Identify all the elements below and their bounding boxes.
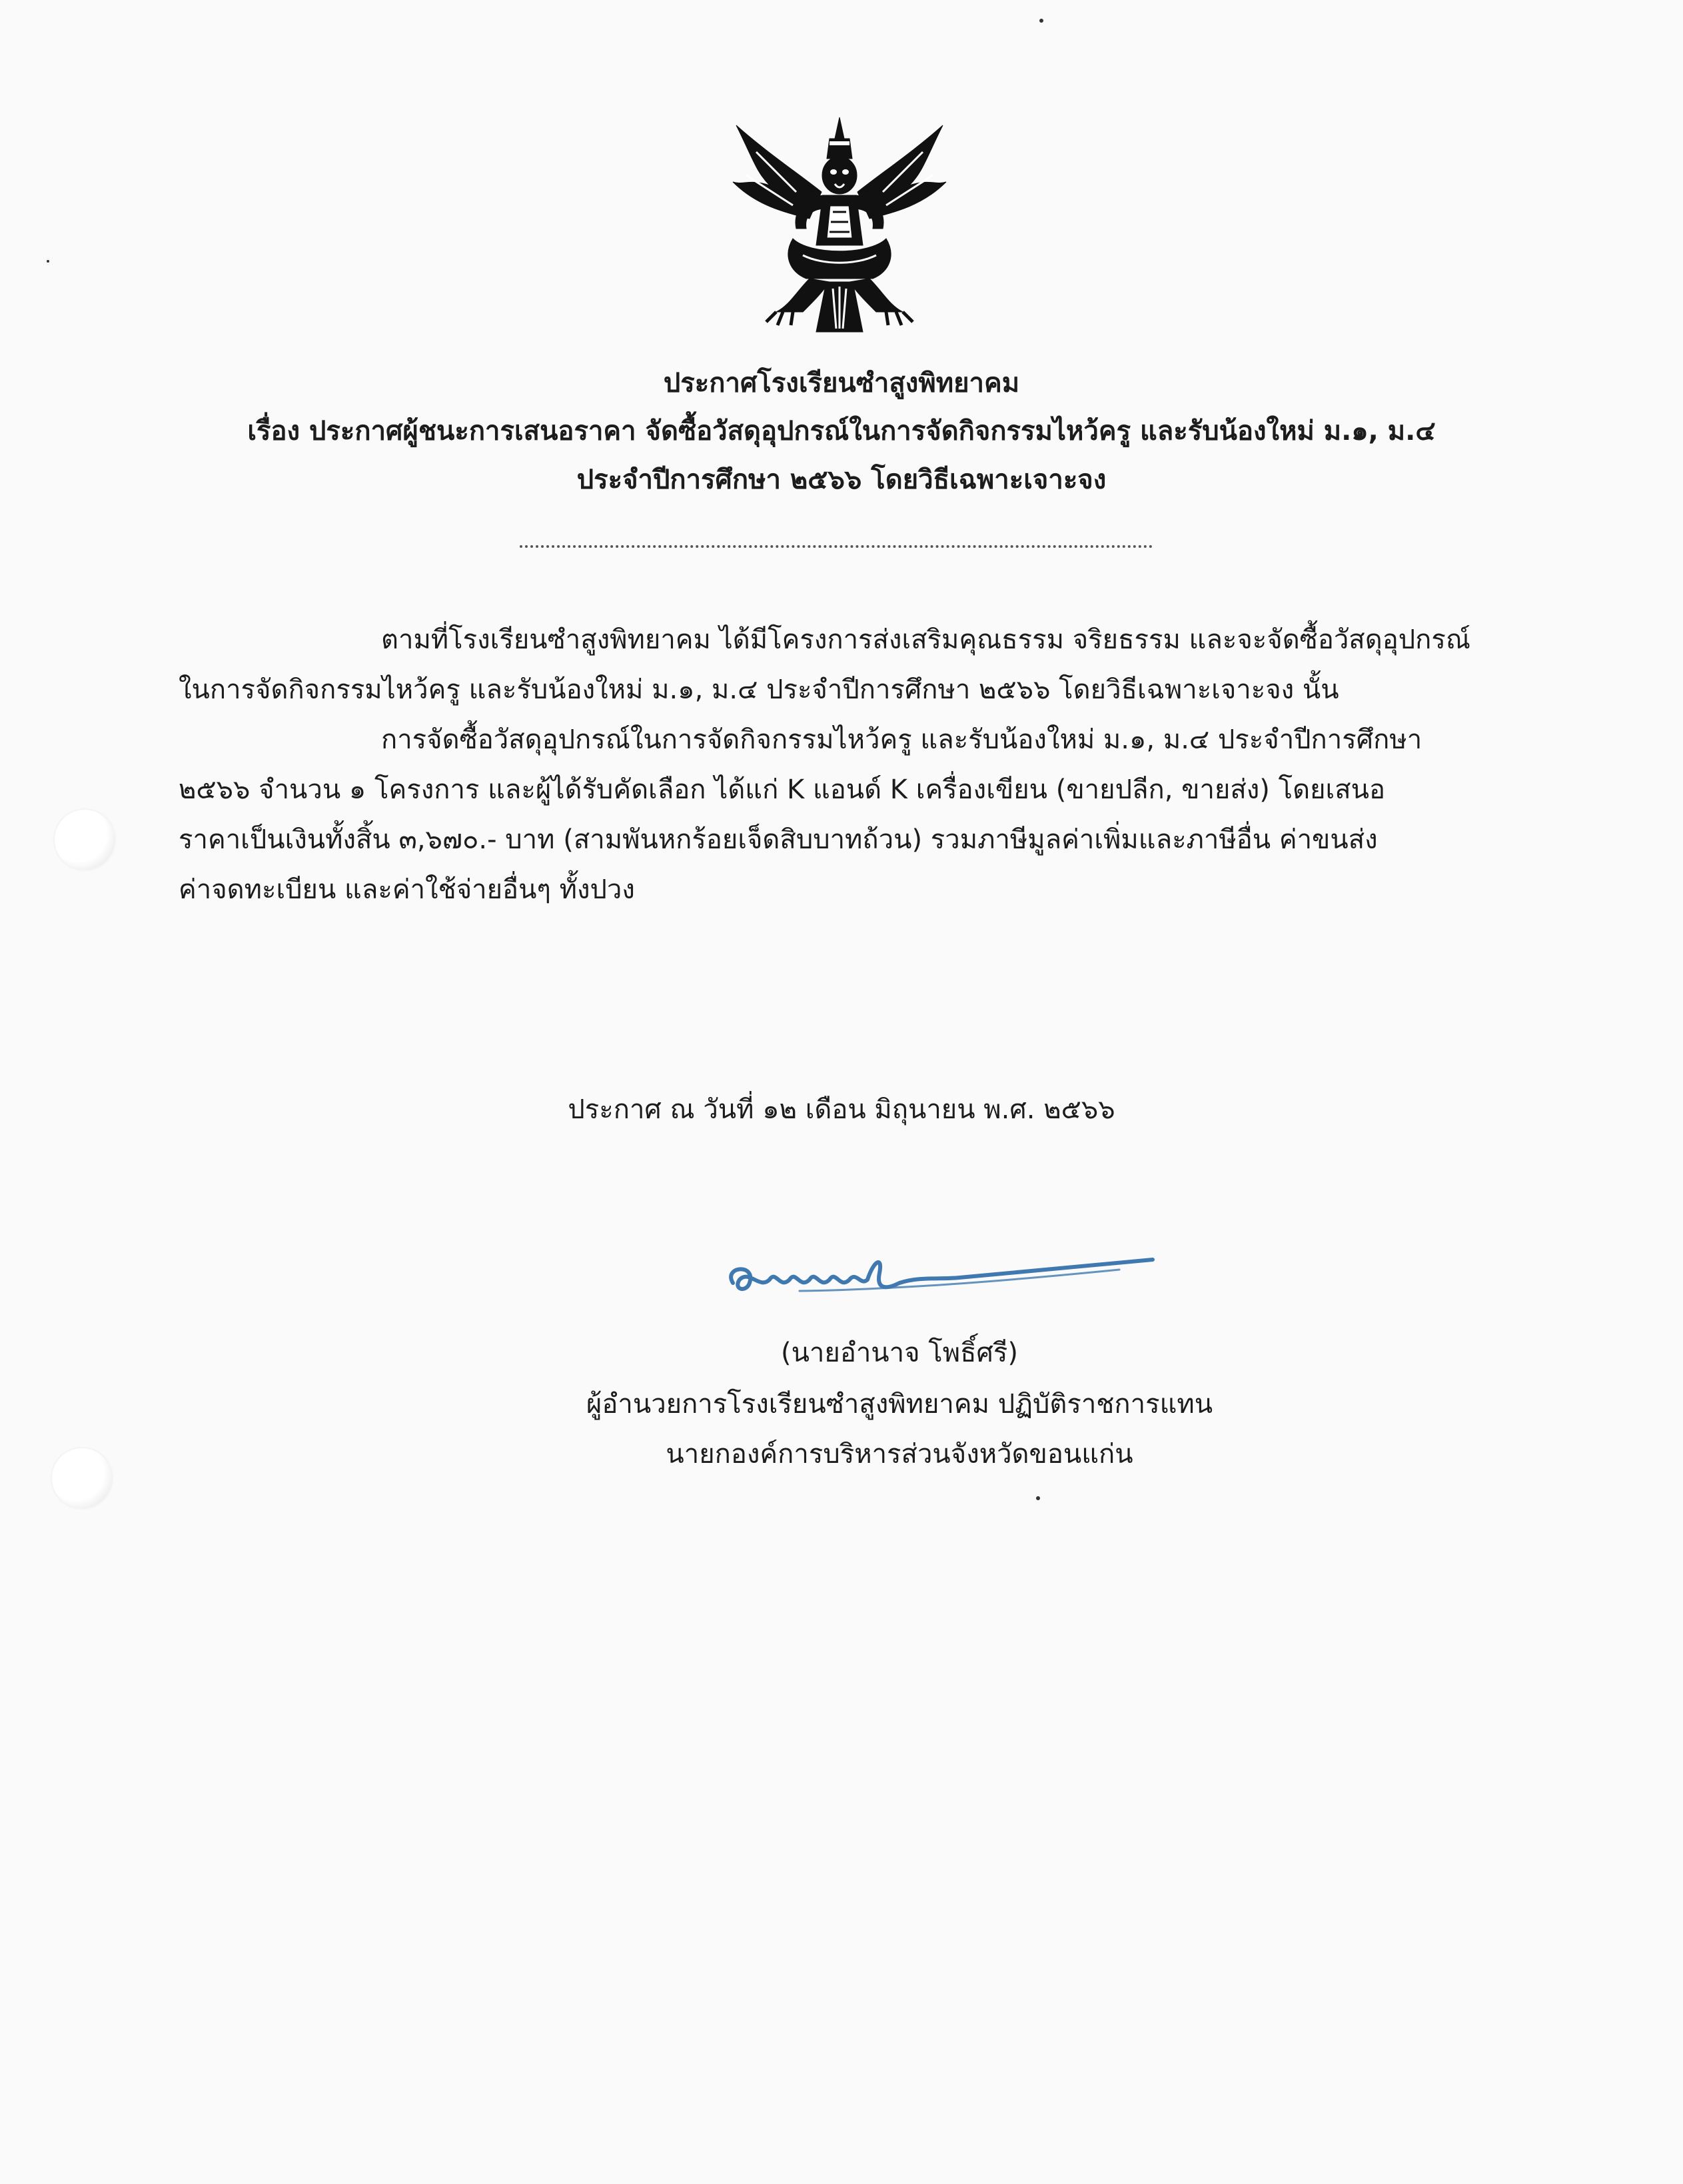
punch-hole: [52, 1448, 112, 1508]
body-paragraph-1-line-2: ในการจัดกิจกรรมไหว้ครู และรับน้องใหม่ ม.๑, ม.๔ ประจำปีการศึกษา ๒๕๖๖ โดยวิธีเฉพาะเจาะจง นั้น: [179, 674, 1339, 705]
garuda-emblem-icon: [730, 112, 949, 335]
body-paragraph-2-line-3: ราคาเป็นเงินทั้งสิ้น ๓,๖๗๐.- บาท (สามพันหกร้อยเจ็ดสิบบาทถ้วน) รวมภาษีมูลค่าเพิ่มและภาษีอื่น ค่าขนส่ง: [179, 824, 1378, 855]
signature-mark: [720, 1243, 1159, 1316]
body-paragraph-2-line-2: ๒๕๖๖ จำนวน ๑ โครงการ และผู้ได้รับคัดเลือก ได้แก่ K แอนด์ K เครื่องเขียน (ขายปลีก, ขายส่ง) โดยเสนอ: [179, 774, 1385, 805]
scan-speck: [47, 260, 49, 263]
body-paragraph-1-line-1: ตามที่โรงเรียนซำสูงพิทยาคม ได้มีโครงการส่งเสริมคุณธรรม จริยธรรม และจะจัดซื้อวัสดุอุปกรณ์: [381, 624, 1470, 655]
heading-divider: [520, 545, 1153, 548]
announcement-subject: เรื่อง ประกาศผู้ชนะการเสนอราคา จัดซื้อวัสดุอุปกรณ์ในการจัดกิจกรรมไหว้ครู และรับน้องใหม่ ม.๑, ม.๔: [247, 416, 1436, 447]
announcement-date: ประกาศ ณ วันที่ ๑๒ เดือน มิถุนายน พ.ศ. ๒๕๖๖: [568, 1094, 1115, 1125]
body-paragraph-2-line-4: ค่าจดทะเบียน และค่าใช้จ่ายอื่นๆ ทั้งปวง: [179, 874, 635, 905]
scan-speck: [1036, 1496, 1040, 1500]
signatory-position: ผู้อำนวยการโรงเรียนซำสูงพิทยาคม ปฏิบัติราชการแทน: [586, 1389, 1213, 1420]
signatory-position-line2: นายกองค์การบริหารส่วนจังหวัดขอนแก่น: [666, 1439, 1133, 1470]
announcement-title: ประกาศโรงเรียนซำสูงพิทยาคม: [663, 368, 1020, 399]
punch-hole: [55, 810, 115, 870]
scan-speck: [1039, 19, 1043, 23]
body-paragraph-2-line-1: การจัดซื้อวัสดุอุปกรณ์ในการจัดกิจกรรมไหว้ครู และรับน้องใหม่ ม.๑, ม.๔ ประจำปีการศึกษา: [381, 724, 1422, 755]
signatory-name: (นายอำนาจ โพธิ์ศรี): [780, 1338, 1019, 1368]
announcement-subject-line2: ประจำปีการศึกษา ๒๕๖๖ โดยวิธีเฉพาะเจาะจง: [576, 465, 1107, 495]
